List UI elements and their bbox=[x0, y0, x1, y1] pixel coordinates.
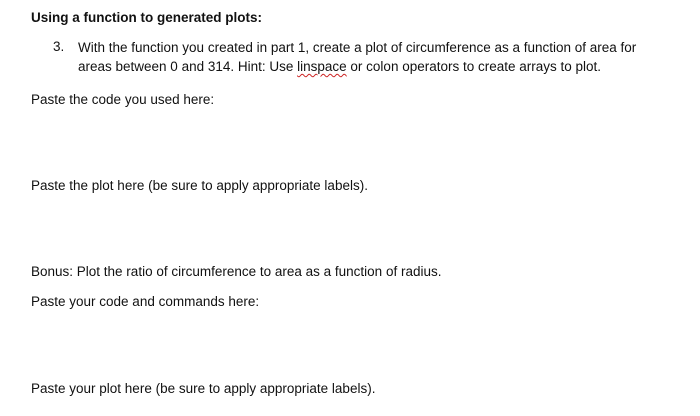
paste-your-plot-prompt: Paste your plot here (be sure to apply appropriate labels). bbox=[31, 381, 376, 396]
paste-code-commands-prompt: Paste your code and commands here: bbox=[31, 294, 260, 309]
question-number: 3. bbox=[53, 39, 65, 54]
paste-code-prompt: Paste the code you used here: bbox=[31, 92, 215, 107]
question-text-start: With the function you created in part 1, create a plot of circumference as a function of area for areas between 0 and 314. Hint: Use bbox=[78, 40, 637, 74]
bonus-prompt: Bonus: Plot the ratio of circumference to area as a function of radius. bbox=[31, 264, 442, 279]
spellcheck-flagged-word: linspace bbox=[297, 59, 347, 74]
section-heading: Using a function to generated plots: bbox=[31, 10, 263, 25]
paste-plot-prompt: Paste the plot here (be sure to apply appropriate labels). bbox=[31, 178, 368, 193]
question-text bbox=[78, 38, 673, 76]
question-text-end: or colon operators to create arrays to plot. bbox=[346, 59, 602, 74]
